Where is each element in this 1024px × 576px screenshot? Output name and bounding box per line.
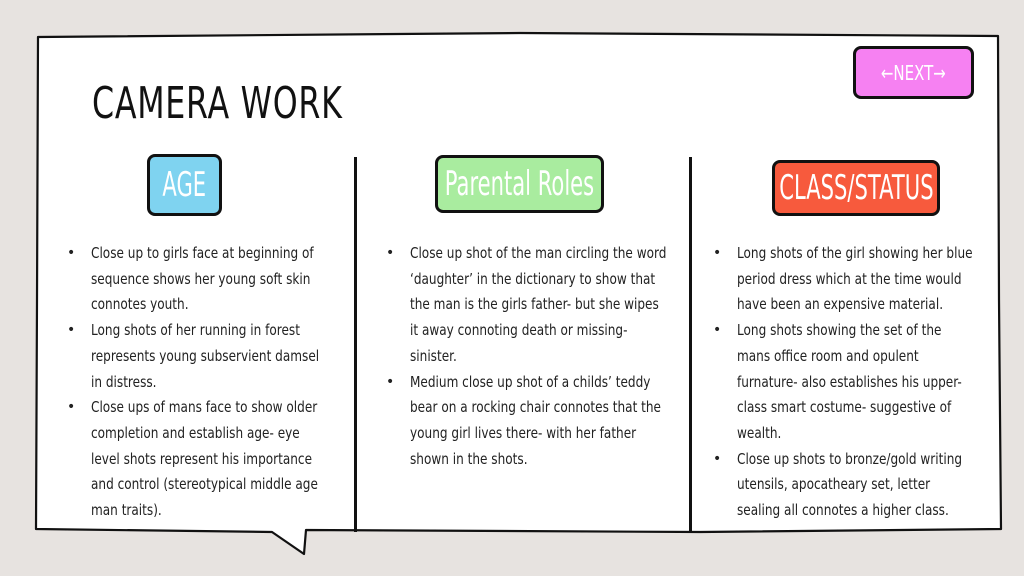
heading-class-status [772,160,940,216]
heading-parental-roles [435,155,604,213]
column-divider [354,157,357,532]
heading-class-status-label: CLASS/STATUS [778,168,934,208]
column-age [67,241,332,524]
list-item: • Close up to girls face at beginning of sequence shows her young soft skin connotes youth. [67,244,314,314]
heading-age-label: AGE [162,165,207,205]
list-item: • Long shots of the girl showing her blue period dress which at the time would have been an expensive material. [713,244,973,314]
list-item: • Close up shot of the man circling the word ‘daughter’ in the dictionary to show that the man is the girls father- but she wipes it away connoting death or missing- sinister. [386,244,667,365]
next-button-label: ←NEXT→ [880,60,947,85]
list-item: • Long shots of her running in forest represents young subservient damsel in distress. [67,321,320,391]
column-parental-roles [386,241,671,472]
heading-age [147,154,222,216]
list-item: • Close up shots to bronze/gold writing utensils, apocatheary set, letter sealing all connotes a higher class. [713,449,963,520]
list-item: • Long shots showing the set of the mans office room and opulent furnature- also establishes his upper-class smart costume- suggestive of wealth. [713,321,962,442]
list-item: • Close ups of mans face to show older completion and establish age- eye level shots represent his importance and control (stereotypical middle age man traits). [67,398,318,520]
next-button[interactable] [853,46,974,99]
column-divider [689,157,692,532]
heading-parental-roles-label: Parental Roles [444,164,595,204]
page-title: CAMERA WORK [92,78,343,129]
list-item: • Medium close up shot of a childs’ teddy bear on a rocking chair connotes that the young girl lives there- with her father shown in the shots. [386,372,662,468]
column-class-status [713,241,977,524]
